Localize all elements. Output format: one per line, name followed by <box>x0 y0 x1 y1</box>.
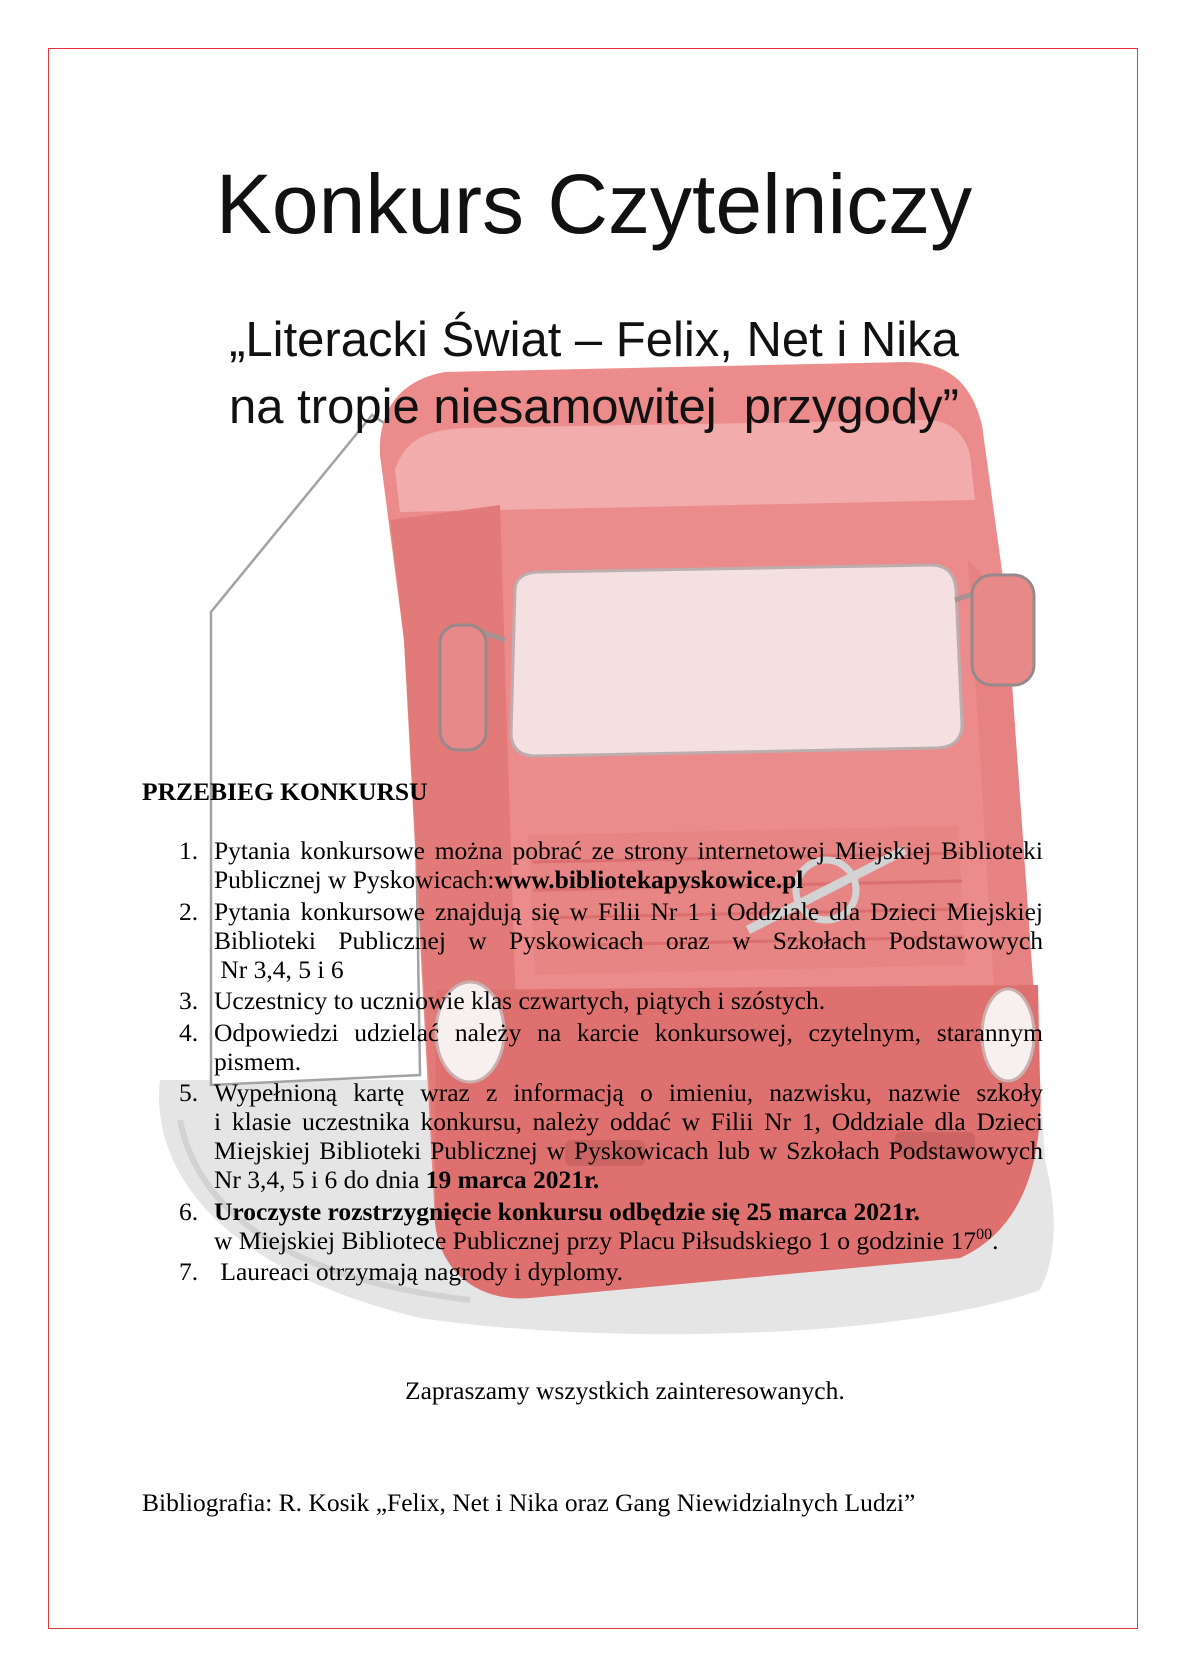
rule-line: Nr 3,4, 5 i 6 <box>214 954 344 984</box>
rule-number: 2. <box>179 896 199 926</box>
rule-line: Odpowiedzi udzielać należy na karcie konkursowej, czytelnym, starannym <box>214 1017 1043 1047</box>
rule-text: w Miejskiej Bibliotece Publicznej przy Placu Piłsudskiego 1 o godzinie 17 <box>214 1225 977 1255</box>
bibliography-text: Bibliografia: R. Kosik „Felix, Net i Nika oraz Gang Niewidzialnych Ludzi” <box>142 1488 916 1517</box>
rule-text: Publicznej w Pyskowicach: <box>214 865 495 894</box>
rule-line: Biblioteki Publicznej w Pyskowicach oraz w Szkołach Podstawowych <box>214 925 1043 955</box>
rule-number: 3. <box>179 986 199 1015</box>
rule-line: Pytania konkursowe znajdują się w Filii Nr 1 i Oddziale dla Dzieci Miejskiej <box>214 896 1043 926</box>
page-border <box>48 48 1138 1629</box>
page-title: Konkurs Czytelniczy <box>215 157 973 251</box>
rule-number: 7. <box>179 1257 199 1286</box>
rule-number: 4. <box>179 1017 199 1047</box>
subtitle-line-2: na tropie niesamowitej przygody” <box>229 380 959 434</box>
rule-number: 1. <box>179 836 199 865</box>
ceremony-announcement: Uroczyste rozstrzygnięcie konkursu odbędzie się 25 marca 2021r. <box>214 1196 920 1226</box>
section-heading: PRZEBIEG KONKURSU <box>142 777 428 806</box>
deadline-date: 19 marca 2021r. <box>425 1165 600 1194</box>
rule-text: Nr 3,4, 5 i 6 do dnia <box>214 1165 426 1194</box>
rule-line: Pytania konkursowe można pobrać ze strony internetowej Miejskiej Biblioteki <box>214 836 1043 865</box>
rule-line: i klasie uczestnika konkursu, należy oddać w Filii Nr 1, Oddziale dla Dzieci <box>214 1107 1043 1136</box>
rule-line: Uczestnicy to uczniowie klas czwartych, piątych i szóstych. <box>214 986 826 1015</box>
rule-number: 5. <box>179 1078 199 1107</box>
subtitle-line-1: „Literacki Świat – Felix, Net i Nika <box>229 313 959 367</box>
rule-text: . <box>992 1225 999 1255</box>
rule-line: Laureaci otrzymają nagrody i dyplomy. <box>214 1257 624 1286</box>
rule-line: pismem. <box>214 1046 302 1076</box>
website-address: www.bibliotekapyskowice.pl <box>494 865 804 894</box>
rule-line: Miejskiej Biblioteki Publicznej w Pyskowicach lub w Szkołach Podstawowych <box>214 1136 1043 1165</box>
time-minutes: 00 <box>976 1225 993 1243</box>
rule-number: 6. <box>179 1196 199 1226</box>
rule-line: Wypełnioną kartę wraz z informacją o imieniu, nazwisku, nazwie szkoły <box>214 1078 1043 1107</box>
invitation-text: Zapraszamy wszystkich zainteresowanych. <box>405 1376 845 1405</box>
